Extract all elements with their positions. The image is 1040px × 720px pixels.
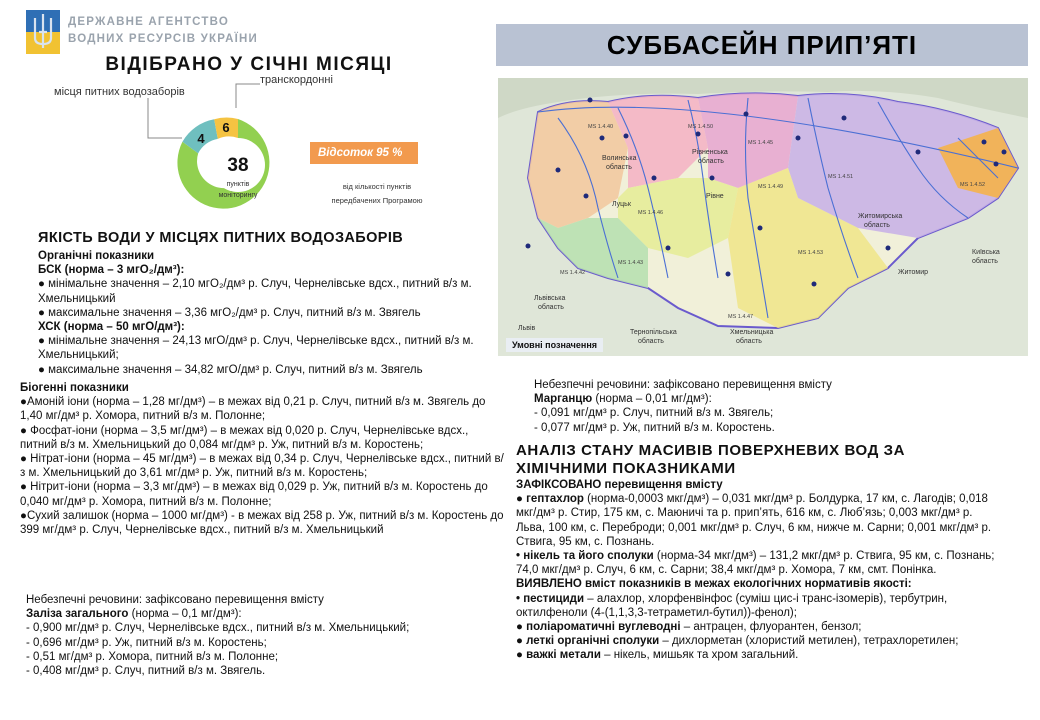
percent-note-line2: передбачених Програмою xyxy=(331,196,423,205)
analysis-title: АНАЛІЗ СТАНУ МАСИВІВ ПОВЕРХНЕВИХ ВОД ЗА ХІМІЧНИМИ ПОКАЗНИКАМИ xyxy=(516,442,906,477)
iron-3: - 0,51 мг/дм³ р. Хомора, питний в/з м. Полонне; xyxy=(26,650,279,663)
selected-title: ВІДІБРАНО У СІЧНІ МІСЯЦІ xyxy=(105,54,393,75)
agency-name-line2: ВОДНИХ РЕСУРСІВ УКРАЇНИ xyxy=(68,33,258,45)
percent-badge: Відсоток 95 % xyxy=(310,142,418,164)
ammonium: ●Амоній іони (норма – 1,28 мг/дм³) – в межах від 0,21 р. Случ, питний в/з м. Звягель до 1,40 мг/дм³ р. Хомора, питний в/з м. Полонне; xyxy=(20,396,486,423)
svg-text:область: область xyxy=(972,258,998,265)
nitrate: ● Нітрат-іони (норма – 45 мг/дм³) – в межах від 0,34 р. Случ, Чернелівське вдсх., питний в/з м. Хмельницький до 3,61 мг/дм³ р. Уж, питний в/з м. Коростень; xyxy=(20,453,504,480)
map-label-volyn: Волинська xyxy=(602,155,637,162)
svg-text:MS 1.4.53: MS 1.4.53 xyxy=(798,250,824,256)
svg-text:MS 1.4.51: MS 1.4.51 xyxy=(828,174,854,180)
heptachlor-title: ● гептахлор xyxy=(516,493,584,506)
bsk-heading: БСК (норма – 3 мгО₂/дм³): xyxy=(38,264,185,277)
label-transboundary: транскордонні xyxy=(260,74,333,86)
heptachlor-text: (норма-0,0003 мкг/дм³) – 0,031 мкг/дм³ р. Болдурка, 17 км, с. Лагодів; 0,018 мкг/дм³ р. Стир, 175 км, с. Маюничі та р. прип’ять, 616 км, с. Люб’язь; 0,003 мкг/дм³ р. Льва, 100 км, с. Переброди; 0,001 мкг/дм³ р. Случ, 6 км, нижче м. Сарни; 0,001 мкг/дм³ р. Ствига, 95 км, с. Познань. xyxy=(516,493,992,548)
iron-hazard: Небезпечні речовини: зафіксовано перевищення вмісту xyxy=(26,594,324,606)
analysis-fixed: ЗАФІКСОВАНО перевищення вмісту xyxy=(516,479,723,491)
metals-title: ● важкі метали xyxy=(516,649,601,662)
quality-title: ЯКІСТЬ ВОДИ У МІСЦЯХ ПИТНИХ ВОДОЗАБОРІВ xyxy=(38,230,404,246)
svg-text:MS 1.4.50: MS 1.4.50 xyxy=(688,124,714,130)
map-label-lviv-region: Львівська xyxy=(534,295,566,302)
quality-biogenic-block xyxy=(20,381,506,537)
map-label-rivne: Рівненська xyxy=(692,149,728,156)
iron-1: - 0,900 мг/дм³ р. Случ, Чернелівське вдсх., питний в/з м. Хмельницький; xyxy=(26,622,410,635)
donut-total: 38 xyxy=(227,155,249,176)
map-label-ternopil: Тернопільська xyxy=(630,329,677,336)
iron-norm: (норма – 0,1 мг/дм³): xyxy=(128,608,242,621)
nitrite: ● Нітрит-іони (норма – 3,3 мг/дм³) – в межах від 0,029 р. Уж, питний в/з м. Коростень до 0,040 мг/дм³ р. Хомора, питний в/з м. Полонне; xyxy=(20,481,488,508)
svg-text:область: область xyxy=(736,338,762,345)
iron-2: - 0,696 мг/дм³ р. Уж, питний в/з м. Коростень; xyxy=(26,636,267,649)
biogenic-heading: Біогенні показники xyxy=(20,382,129,394)
quality-organic-block xyxy=(38,249,494,377)
xsk-min: ● мінімальне значення – 24,13 мгО/дм³ р. Случ, Чернелівське вдсх., питний в/з м. Хмельницький; xyxy=(38,335,474,362)
drinking-leader-line xyxy=(148,98,182,138)
bsk-max: ● максимальне значення – 3,36 мгО₂/дм³ р. Случ, питний в/з м. Звягель xyxy=(38,306,421,319)
donut-drinking-value: 4 xyxy=(197,131,205,146)
svg-text:MS 1.4.52: MS 1.4.52 xyxy=(960,182,986,188)
manganese-title: Марганцю xyxy=(534,393,593,406)
map-label-lutsk: Луцьк xyxy=(612,201,631,208)
trident-emblem-icon xyxy=(26,10,60,54)
pah-text: – антрацен, флуорантен, бензол; xyxy=(680,621,862,634)
nickel-title: • нікель та його сполуки xyxy=(516,550,654,563)
iron-block xyxy=(26,593,496,678)
iron-4: - 0,408 мг/дм³ р. Случ, питний в/з м. Звягель. xyxy=(26,665,266,678)
map-label-rivne-city: Рівне xyxy=(706,193,724,200)
voc-title: ● леткі органічні сполуки xyxy=(516,635,660,648)
organic-heading: Органічні показники xyxy=(38,250,155,262)
bsk-min: ● мінімальне значення – 2,10 мгО₂/дм³ р. Случ, Чернелівське вдсх., питний в/з м. Хмельницький xyxy=(38,278,472,305)
svg-text:область: область xyxy=(698,158,724,165)
map-label-zhytomyr: Житомирська xyxy=(858,213,903,220)
pah-title: ● поліароматичні вуглеводні xyxy=(516,621,681,634)
agency-header xyxy=(26,10,258,54)
pesticides-title: • пестициди xyxy=(516,592,585,605)
manganese-2: - 0,077 мг/дм³ р. Уж, питний в/з м. Коростень. xyxy=(534,421,775,434)
manganese-1: - 0,091 мг/дм³ р. Случ, питний в/з м. Звягель; xyxy=(534,407,774,420)
svg-text:область: область xyxy=(606,164,632,171)
svg-text:MS 1.4.45: MS 1.4.45 xyxy=(748,140,774,146)
label-drinking: місця питних водозаборів xyxy=(54,86,185,98)
svg-text:MS 1.4.46: MS 1.4.46 xyxy=(638,210,664,216)
svg-text:MS 1.4.49: MS 1.4.49 xyxy=(758,184,784,190)
subbasin-map xyxy=(498,78,1028,356)
svg-text:MS 1.4.47: MS 1.4.47 xyxy=(728,314,754,320)
xsk-heading: ХСК (норма – 50 мгО/дм³): xyxy=(38,321,185,334)
percent-note-line1: від кількості пунктів xyxy=(342,182,412,191)
metals-text: – нікель, мишьяк та хром загальний. xyxy=(600,649,799,662)
svg-text:область: область xyxy=(638,338,664,345)
dry-residue: ●Сухий залишок (норма – 1000 мг/дм³) - в межах від 258 р. Уж, питний в/з м. Коростень до 399 мг/дм³ р. Случ, Чернелівське вдсх., питний в/з м. Хмельницький xyxy=(20,509,504,537)
map-label-khmelnytskyi: Хмельницька xyxy=(730,329,774,336)
svg-text:MS 1.4.40: MS 1.4.40 xyxy=(588,124,614,130)
agency-name-line1: ДЕРЖАВНЕ АГЕНТСТВО xyxy=(68,16,229,28)
analysis-revealed: ВИЯВЛЕНО вміст показників в межах екологічних нормативів якості: xyxy=(516,578,912,591)
map-legend: Умовні позначення xyxy=(506,338,603,352)
percent-note xyxy=(318,180,436,208)
map-label-lviv: Львів xyxy=(518,325,536,332)
map-label-kyiv: Київська xyxy=(972,249,1000,256)
iron-title: Заліза загального xyxy=(26,608,129,621)
analysis-block xyxy=(516,478,1004,663)
donut-transboundary-value: 6 xyxy=(222,120,230,135)
monitoring-points-donut xyxy=(140,80,300,216)
voc-text: – дихлорметан (хлористий метилен), тетрахлоретилен; xyxy=(659,635,959,648)
xsk-max: ● максимальне значення – 34,82 мгО/дм³ р. Случ, питний в/з м. Звягель xyxy=(38,363,423,376)
transboundary-leader-line xyxy=(236,84,260,108)
pesticides-text: – алахлор, хлорфенвінфос (суміш цис-і транс-ізомерів), тербутрин, октилфеноли (4-(1,1,3,3-тетраметил-бутил))-фенол); xyxy=(516,592,948,619)
phosphate: ● Фосфат-іони (норма – 3,5 мг/дм³) – в межах від 0,020 р. Случ, Чернелівське вдсх., питний в/з м. Хмельницький до 0,084 мг/дм³ р. Уж, питний в/з м. Коростень; xyxy=(20,424,469,451)
svg-text:область: область xyxy=(538,304,564,311)
subbasin-banner: СУББАСЕЙН ПРИП’ЯТІ xyxy=(496,24,1028,66)
map-graphic xyxy=(498,78,1028,356)
svg-text:область: область xyxy=(864,222,890,229)
svg-text:MS 1.4.43: MS 1.4.43 xyxy=(618,260,644,266)
manganese-hazard: Небезпечні речовини: зафіксовано перевищення вмісту xyxy=(534,379,832,391)
svg-text:MS 1.4.42: MS 1.4.42 xyxy=(560,270,586,276)
donut-total-caption-1: пунктів xyxy=(226,181,250,188)
map-label-zhytomyr-city: Житомир xyxy=(898,269,929,276)
manganese-block xyxy=(534,378,1004,435)
donut-total-caption-2: моніторингу xyxy=(218,192,258,199)
manganese-norm: (норма – 0,01 мг/дм³): xyxy=(592,393,712,406)
nickel-text: (норма-34 мкг/дм³) – 131,2 мкг/дм³ р. Ствига, 95 км, с. Познань; 74,0 мкг/дм³ р. Случ, 6 км, с. Сарни; 38,4 мкг/дм³ р. Хомора, 7 км, смт. Понінка. xyxy=(516,550,995,577)
